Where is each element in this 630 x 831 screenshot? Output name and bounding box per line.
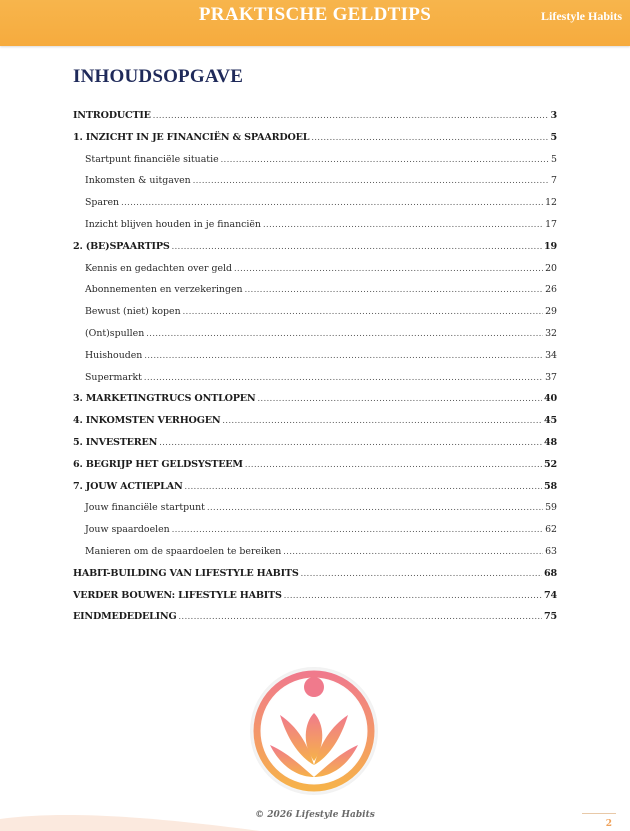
- toc-leader-dots: [153, 111, 549, 120]
- toc-leader-dots: [301, 569, 542, 578]
- toc-entry-page: 52: [544, 458, 557, 470]
- toc-entry-title: Inzicht blijven houden in je financiën: [85, 218, 261, 230]
- toc-entry-page: 5: [550, 131, 557, 143]
- toc-entry-title: VERDER BOUWEN: LIFESTYLE HABITS: [73, 589, 282, 601]
- toc-entry[interactable]: [73, 306, 557, 328]
- toc-entry-title: HABIT-BUILDING VAN LIFESTYLE HABITS: [73, 567, 299, 579]
- toc-entry-title: Jouw financiële startpunt: [85, 502, 205, 514]
- toc-leader-dots: [121, 198, 543, 207]
- toc-entry-title: Bewust (niet) kopen: [85, 306, 181, 318]
- toc-leader-dots: [222, 416, 542, 425]
- toc-entry[interactable]: [73, 175, 557, 197]
- toc-leader-dots: [234, 264, 543, 273]
- toc-entry-page: 40: [544, 393, 557, 405]
- toc-entry-title: Sparen: [85, 197, 120, 209]
- toc-entry-page: 34: [545, 349, 557, 361]
- toc-entry[interactable]: [73, 110, 557, 132]
- toc-leader-dots: [257, 394, 542, 403]
- toc-leader-dots: [159, 438, 542, 447]
- toc-entry[interactable]: [73, 502, 557, 524]
- toc-entry-page: 32: [545, 327, 557, 339]
- toc-entry-title: Manieren om de spaardoelen te bereiken: [85, 545, 282, 557]
- toc-leader-dots: [185, 482, 543, 491]
- toc-leader-dots: [193, 176, 549, 185]
- toc-leader-dots: [144, 351, 543, 360]
- toc-entry-title: 7. JOUW ACTIEPLAN: [73, 480, 183, 492]
- toc-leader-dots: [207, 503, 543, 512]
- toc-leader-dots: [183, 307, 543, 316]
- toc-leader-dots: [245, 460, 542, 469]
- toc-entry[interactable]: [73, 393, 557, 415]
- toc-entry[interactable]: [73, 241, 557, 263]
- table-of-contents: [73, 110, 557, 633]
- toc-entry-title: Supermarkt: [85, 371, 142, 383]
- toc-entry-title: EINDMEDEDELING: [73, 611, 177, 623]
- toc-entry[interactable]: [73, 546, 557, 568]
- toc-entry-title: Kennis en gedachten over geld: [85, 262, 232, 274]
- toc-entry[interactable]: [73, 154, 557, 176]
- toc-entry-title: 4. INKOMSTEN VERHOGEN: [73, 415, 221, 427]
- toc-heading: INHOUDSOPGAVE: [73, 66, 244, 87]
- toc-entry-title: INTRODUCTIE: [73, 110, 151, 121]
- toc-entry[interactable]: [73, 372, 557, 394]
- toc-leader-dots: [172, 242, 542, 251]
- toc-entry-title: Abonnementen en verzekeringen: [85, 284, 243, 296]
- toc-entry-page: 58: [544, 480, 557, 492]
- toc-entry[interactable]: [73, 611, 557, 633]
- toc-entry-title: Startpunt financiële situatie: [85, 153, 219, 165]
- toc-entry-page: 17: [545, 218, 557, 230]
- toc-entry-title: (Ont)spullen: [85, 327, 145, 339]
- toc-entry-page: 12: [545, 197, 557, 209]
- toc-leader-dots: [245, 285, 544, 294]
- header-title: PRAKTISCHE GELDTIPS: [198, 4, 432, 25]
- header-brand: Lifestyle Habits: [541, 9, 622, 23]
- toc-entry-page: 75: [544, 611, 557, 623]
- toc-leader-dots: [146, 329, 543, 338]
- toc-entry[interactable]: [73, 568, 557, 590]
- toc-entry[interactable]: [73, 350, 557, 372]
- toc-entry[interactable]: [73, 524, 557, 546]
- toc-entry-page: 74: [544, 589, 557, 601]
- toc-leader-dots: [178, 612, 542, 621]
- toc-entry-title: Huishouden: [85, 349, 143, 361]
- toc-leader-dots: [311, 133, 548, 142]
- page-header: [0, 0, 630, 46]
- toc-entry[interactable]: [73, 219, 557, 241]
- toc-entry-page: 5: [551, 153, 557, 165]
- toc-entry[interactable]: [73, 437, 557, 459]
- toc-leader-dots: [263, 220, 543, 229]
- toc-entry[interactable]: [73, 328, 557, 350]
- toc-leader-dots: [283, 547, 543, 556]
- toc-leader-dots: [172, 525, 543, 534]
- toc-entry-page: 59: [545, 502, 557, 514]
- toc-entry[interactable]: [73, 132, 557, 154]
- toc-leader-dots: [221, 155, 549, 164]
- toc-entry-page: 63: [545, 545, 557, 557]
- toc-leader-dots: [284, 591, 542, 600]
- toc-entry[interactable]: [73, 415, 557, 437]
- toc-entry-title: 5. INVESTEREN: [73, 436, 158, 448]
- toc-entry-page: 68: [544, 567, 557, 579]
- toc-entry[interactable]: [73, 284, 557, 306]
- toc-entry-page: 37: [545, 371, 557, 383]
- toc-entry[interactable]: [73, 481, 557, 503]
- toc-entry[interactable]: [73, 590, 557, 612]
- toc-entry-title: 6. BEGRIJP HET GELDSYSTEEM: [73, 458, 243, 470]
- toc-entry-page: 45: [544, 415, 557, 427]
- toc-entry-page: 3: [550, 110, 557, 121]
- toc-entry-page: 20: [545, 262, 557, 274]
- toc-entry-page: 48: [544, 436, 557, 448]
- toc-entry[interactable]: [73, 197, 557, 219]
- toc-entry-page: 29: [545, 306, 557, 318]
- toc-entry[interactable]: [73, 459, 557, 481]
- toc-entry-title: Inkomsten & uitgaven: [85, 175, 191, 187]
- toc-entry-title: 1. INZICHT IN JE FINANCIËN & SPAARDOEL: [73, 131, 310, 143]
- toc-entry[interactable]: [73, 263, 557, 285]
- toc-entry-page: 26: [545, 284, 557, 296]
- toc-leader-dots: [144, 373, 543, 382]
- page-number: 2: [605, 819, 612, 829]
- lotus-logo-icon: [248, 665, 380, 797]
- toc-entry-page: 62: [545, 524, 557, 536]
- toc-entry-title: Jouw spaardoelen: [85, 524, 170, 536]
- toc-entry-page: 7: [551, 175, 557, 187]
- footer-copyright: © 2026 Lifestyle Habits: [255, 810, 375, 820]
- toc-entry-title: 3. MARKETINGTRUCS ONTLOPEN: [73, 393, 256, 405]
- page-number-rule: [582, 813, 616, 814]
- toc-entry-page: 19: [544, 240, 557, 252]
- toc-entry-title: 2. (BE)SPAARTIPS: [73, 240, 170, 252]
